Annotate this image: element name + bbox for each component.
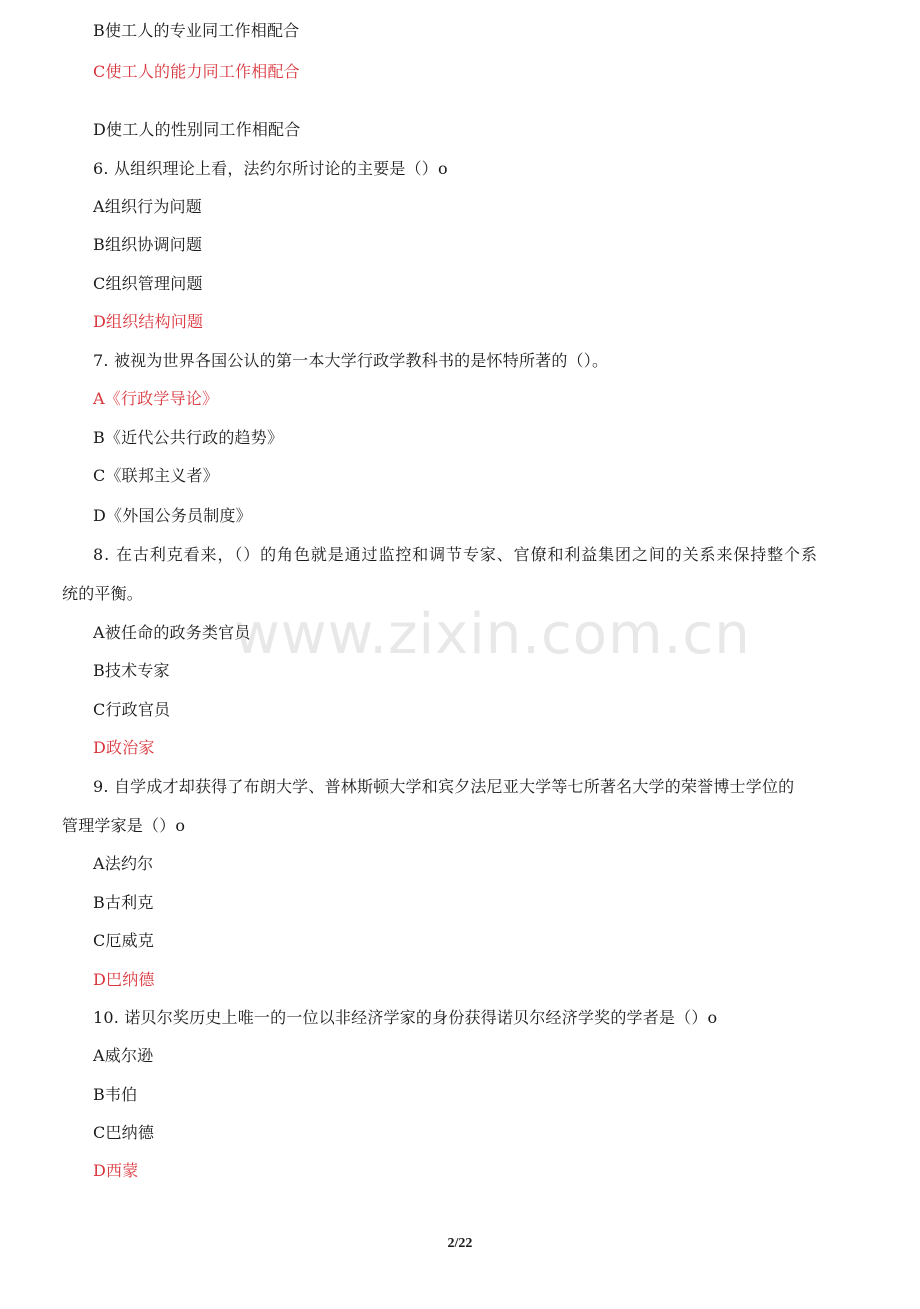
option-b: B韦伯: [93, 1085, 138, 1104]
question-7: 7. 被视为世界各国公认的第一本大学行政学教科书的是怀特所著的（）。: [93, 351, 609, 370]
option-a: A威尔逊: [93, 1046, 154, 1065]
question-8: 8. 在古利克看来，（）的角色就是通过监控和调节专家、官僚和利益集团之间的关系来保持整个系: [93, 545, 818, 564]
option-b: B技术专家: [93, 661, 170, 680]
option-c: C巴纳德: [93, 1123, 155, 1142]
watermark: www.zixin.com.cn: [234, 602, 751, 667]
option-c: C《联邦主义者》: [93, 466, 219, 485]
option-b: B《近代公共行政的趋势》: [93, 428, 284, 447]
option-c: C组织管理问题: [93, 274, 203, 293]
question-6: 6. 从组织理论上看，法约尔所讨论的主要是（）o: [93, 159, 448, 178]
option-b: B组织协调问题: [93, 235, 203, 254]
answer-option-a: A《行政学导论》: [93, 389, 219, 408]
question-8-continuation: 统的平衡。: [62, 584, 144, 603]
question-10: 10. 诺贝尔奖历史上唯一的一位以非经济学家的身份获得诺贝尔经济学奖的学者是（）o: [93, 1008, 718, 1027]
answer-option-c: C使工人的能力同工作相配合: [93, 62, 300, 81]
question-9: 9. 自学成才却获得了布朗大学、普林斯顿大学和宾夕法尼亚大学等七所著名大学的荣誉博士学位的: [93, 777, 795, 796]
option-a: A法约尔: [93, 854, 154, 873]
option-c: C行政官员: [93, 700, 171, 719]
question-9-continuation: 管理学家是（）o: [62, 816, 186, 835]
answer-option-d: D巴纳德: [93, 970, 155, 989]
option-b: B古利克: [93, 893, 154, 912]
answer-option-d: D政治家: [93, 738, 155, 757]
option-b: B使工人的专业同工作相配合: [93, 21, 300, 40]
answer-option-d: D组织结构问题: [93, 312, 204, 331]
answer-option-d: D西蒙: [93, 1161, 139, 1180]
option-d: D使工人的性别同工作相配合: [93, 120, 301, 139]
page-number: 2/22: [447, 1236, 473, 1251]
option-a: A被任命的政务类官员: [93, 623, 251, 642]
option-a: A组织行为问题: [93, 197, 202, 216]
option-c: C厄威克: [93, 931, 155, 950]
option-d: D《外国公务员制度》: [93, 506, 252, 525]
